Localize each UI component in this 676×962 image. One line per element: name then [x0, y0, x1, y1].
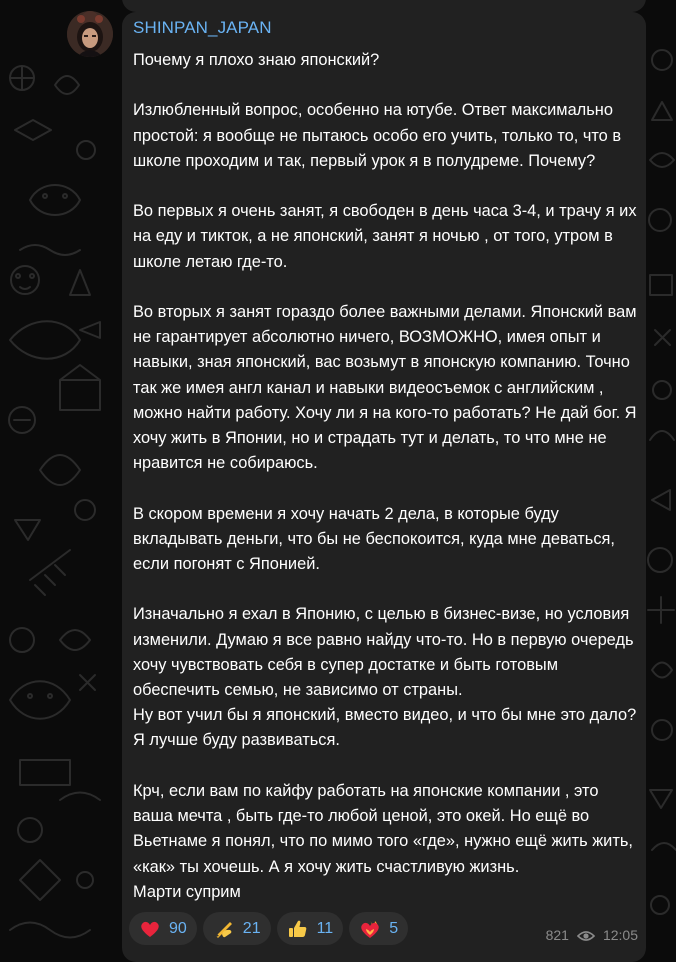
thumbs-up-icon	[287, 918, 309, 940]
author-name[interactable]: SHINPAN_JAPAN	[133, 18, 272, 37]
reaction-thumbs-up[interactable]	[277, 912, 344, 945]
previous-message-bubble	[122, 0, 646, 12]
reaction-heart[interactable]	[129, 912, 197, 945]
reaction-count: 5	[389, 919, 399, 937]
reactions-bar	[129, 912, 408, 946]
reaction-heart-on-fire[interactable]	[349, 912, 408, 945]
reaction-count: 11	[316, 919, 334, 937]
message-time: 12:05	[602, 927, 638, 943]
avatar-image	[67, 11, 113, 57]
view-count: 821	[545, 927, 569, 943]
eye-icon	[577, 929, 595, 941]
reaction-writing-hand[interactable]	[203, 912, 271, 945]
writing-hand-icon	[213, 918, 235, 940]
message-text: Почему я плохо знаю японский? Излюбленный вопрос, особенно на ютубе. Ответ максимально простой: я вообще не пытаюсь особо его учить, только то, что в школе проходим и так, первый урок я в полудреме. Почему? Во первых я очень занят, я свободен в день часа 3-4, и трачу я их на еду и тикток, а не японский, занят я ночью , от того, утром в школе летаю где-то. Во вторых я занят гораздо более важными делами. Японский вам не гарантирует абсолютно ничего, ВОЗМОЖНО, имея опыт и навыки, зная японский, вас возьмут в японскую компанию. Точно так же имея англ канал и навыки видеосъемок с английским , можно найти работу. Хочу ли я на кого-то работать? Не дай бог. Я хочу жить в Японии, но и страдать тут и делать, то что мне не нравится не собираюсь. В скором времени я хочу начать 2 дела, в которые буду вкладывать деньги, что бы не беспокоится, куда мне деваться, если погонят с Японией. Изначально я ехал в Японию, с целью в бизнес-визе, но условия изменили. Думаю я все равно найду что-то. Но в первую очередь хочу чувствовать себя в супер достатке и быть готовым обеспечить семью, не зависимо от страны. Ну вот учил бы я японский, вместо видео, и что бы мне это дало? Я лучше буду развиваться. Крч, если вам по кайфу работать на японские компании , это ваша мечта , быть где-то любой ценой, это окей. Но ещё во Вьетнаме я понял, что по мимо того «где», нужно ещё жить жить, «как» ты хочешь. А я хочу жить счастливую жизнь. Марти суприм	[133, 51, 637, 901]
heart-on-fire-icon	[359, 918, 381, 940]
red-heart-icon	[139, 918, 161, 940]
message-meta	[546, 927, 638, 943]
reaction-count: 90	[169, 919, 187, 937]
channel-avatar[interactable]	[67, 11, 113, 57]
reaction-count: 21	[242, 919, 261, 937]
